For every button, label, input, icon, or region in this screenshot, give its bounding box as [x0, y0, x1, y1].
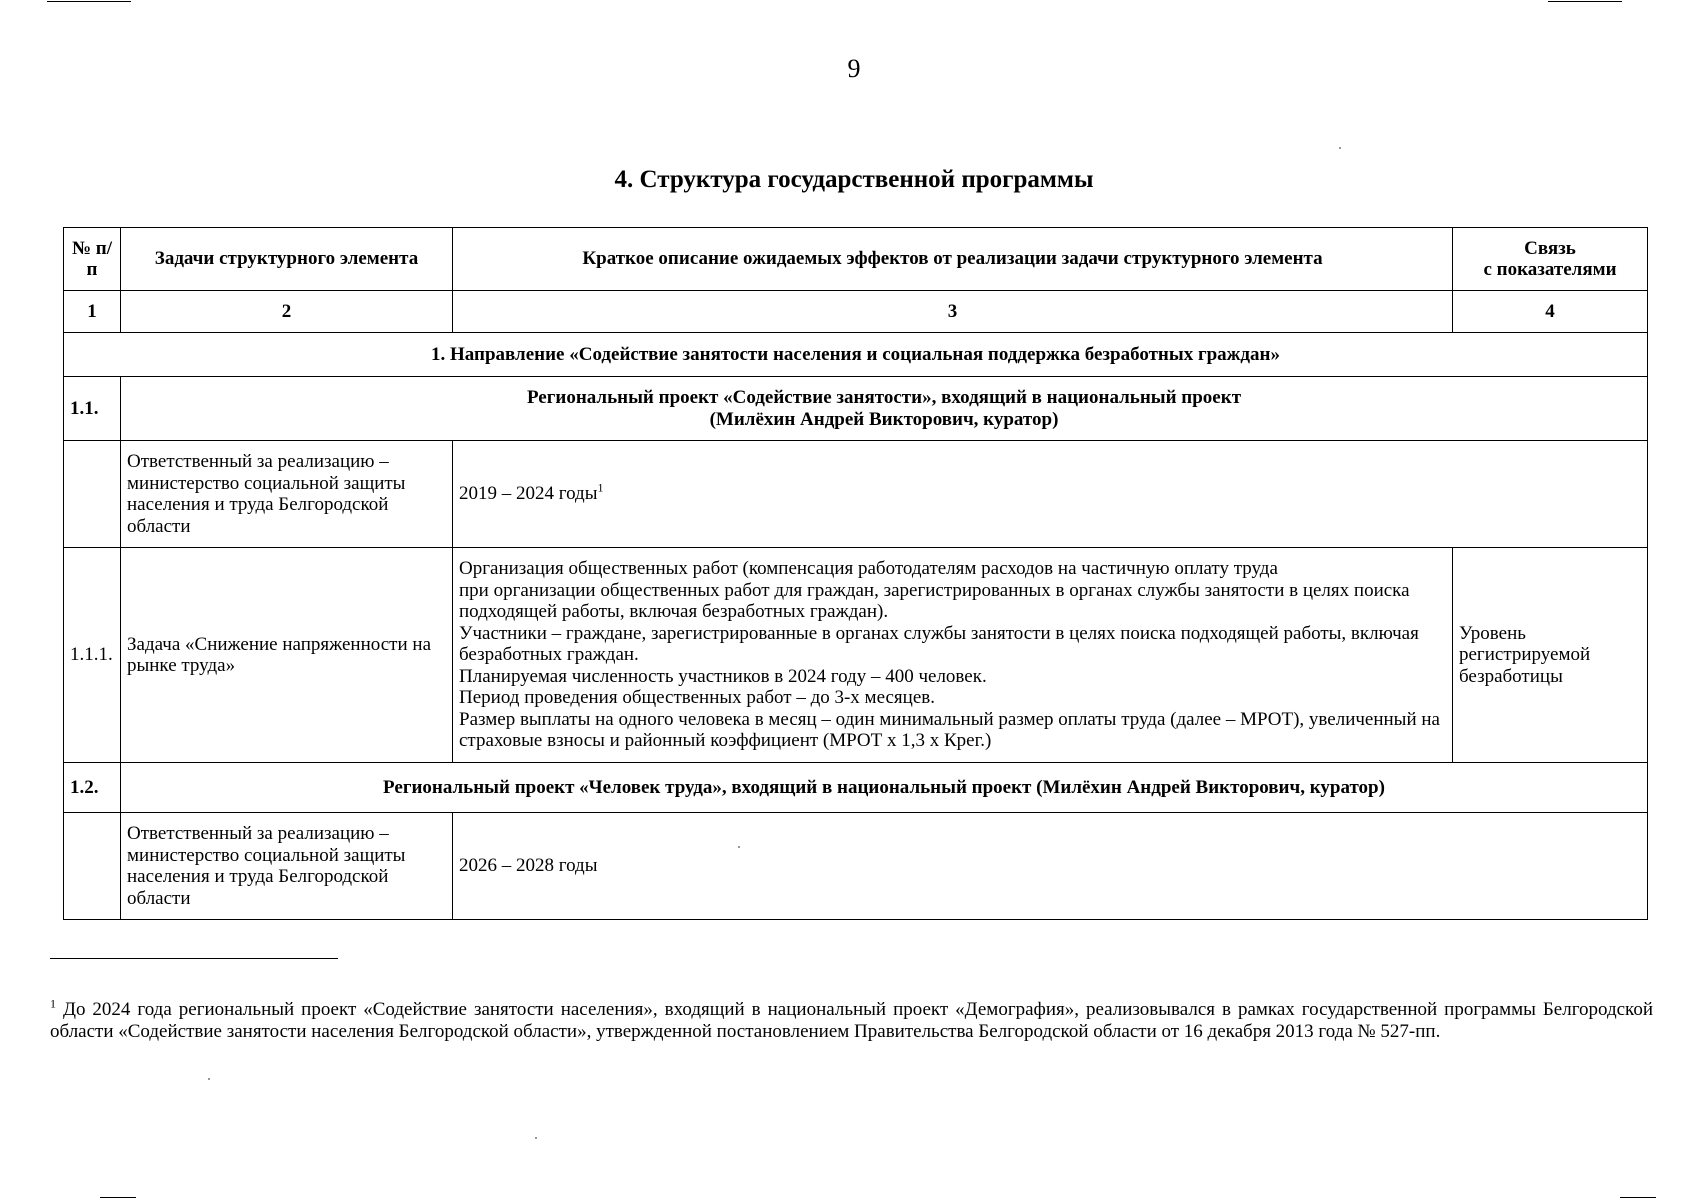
effect-line: при организации общественных работ для граждан, зарегистрированных в органах службы занятости в целях поиска подходящей работы, включая безработных граждан). [459, 579, 1410, 623]
footnote-mark: 1 [50, 996, 56, 1011]
scan-mark-top-left [47, 1, 131, 2]
index-cell: 3 [453, 291, 1453, 333]
footnote-reference[interactable]: 1 [597, 480, 604, 495]
table-index-row [64, 291, 1648, 333]
responsible-text: Ответственный за реализацию – министерство социальной защиты населения и труда Белгородской области [121, 813, 453, 920]
index-cell: 2 [121, 291, 453, 333]
effect-line: Планируемая численность участников в 2024 году – 400 человек. [459, 665, 987, 687]
project-title: Региональный проект «Человек труда», входящий в национальный проект (Милёхин Андрей Викторович, куратор) [121, 763, 1648, 813]
table-header-row [64, 228, 1648, 291]
empty-cell [64, 441, 121, 548]
project-number: 1.2. [64, 763, 121, 813]
footnote [50, 996, 1653, 1042]
period-cell [453, 441, 1648, 548]
task-indicator: Уровень регистрируемой безработицы [1453, 548, 1648, 763]
project-row [64, 763, 1648, 813]
effect-line: Период проведения общественных работ – до 3-х месяцев. [459, 687, 935, 709]
index-cell: 1 [64, 291, 121, 333]
responsible-row [64, 441, 1648, 548]
effect-line: Участники – граждане, зарегистрированные в органах службы занятости в целях поиска подходящей работы, включая безработных граждан. [459, 622, 1419, 666]
header-effects: Краткое описание ожидаемых эффектов от реализации задачи структурного элемента [453, 228, 1453, 291]
responsible-row [64, 813, 1648, 920]
scan-mark-bottom-right [1620, 1197, 1656, 1198]
header-link-line1: Связь [1524, 237, 1576, 259]
project-title-line1: Региональный проект «Содействие занятости», входящий в национальный проект [526, 387, 1242, 408]
responsible-text: Ответственный за реализацию – министерство социальной защиты населения и труда Белгородской области [121, 441, 453, 548]
project-row [64, 377, 1648, 441]
task-number: 1.1.1. [64, 548, 121, 763]
scan-mark-bottom-left [100, 1197, 136, 1198]
effect-line: Организация общественных работ (компенсация работодателям расходов на частичную оплату труда [459, 558, 1278, 580]
project-title-line2: (Милёхин Андрей Викторович, куратор) [709, 408, 1059, 430]
page-title: 4. Структура государственной программы [614, 166, 1094, 193]
header-link-line2: с показателями [1483, 259, 1617, 280]
header-link [1453, 228, 1648, 291]
project-title [121, 377, 1648, 441]
period-text: 2026 – 2028 годы [453, 813, 1648, 920]
task-row [64, 548, 1648, 763]
header-num: № п/п [64, 228, 121, 291]
task-text: Задача «Снижение напряженности на рынке труда» [121, 548, 453, 763]
period-text: 2019 – 2024 годы [459, 483, 598, 505]
task-effects [453, 548, 1453, 763]
project-number: 1.1. [64, 377, 121, 441]
header-tasks: Задачи структурного элемента [121, 228, 453, 291]
scan-speck [535, 1137, 537, 1139]
direction-title: 1. Направление «Содействие занятости населения и социальная поддержка безработных граждан» [64, 333, 1648, 377]
footnote-divider [50, 958, 338, 959]
program-structure-table [63, 227, 1648, 920]
page-number: 9 [847, 54, 861, 83]
direction-row [64, 333, 1648, 377]
index-cell: 4 [1453, 291, 1648, 333]
effect-line: Размер выплаты на одного человека в месяц – один минимальный размер оплаты труда (далее – МРОТ), увеличенный на страховые взносы и районный коэффициент (МРОТ х 1,3 х Крег.) [459, 708, 1440, 752]
empty-cell [64, 813, 121, 920]
scan-speck [208, 1078, 210, 1080]
footnote-text: До 2024 года региональный проект «Содействие занятости населения», входящий в национальный проект «Демография», реализовывался в рамках государственной программы Белгородской области «Содействие занятости населения Белгородской области», утвержденной постановлением Правительства Белгородской области от 16 декабря 2013 года № 527-пп. [50, 999, 1653, 1042]
scan-mark-top-right [1548, 1, 1622, 2]
scan-speck [1339, 147, 1341, 149]
